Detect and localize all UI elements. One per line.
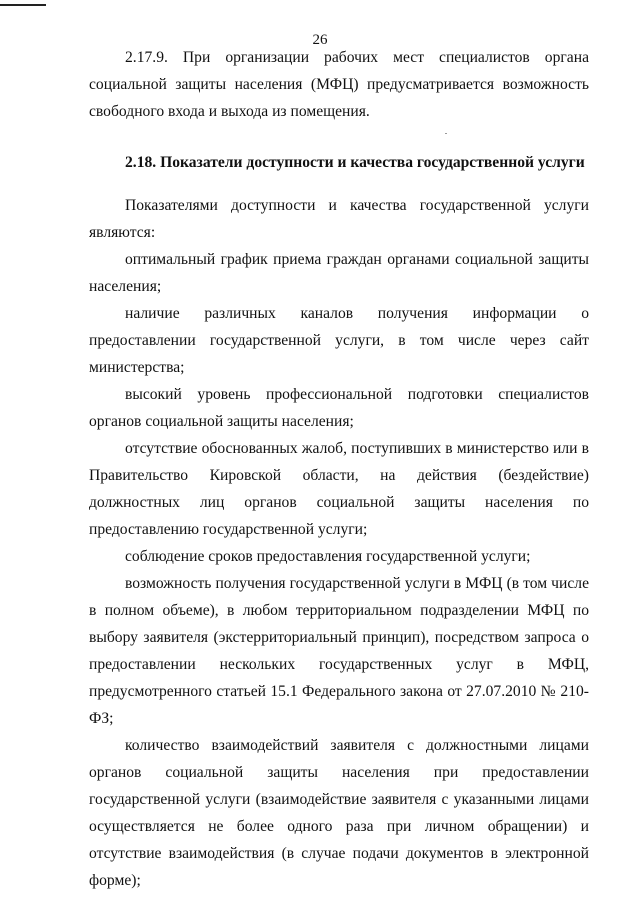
paragraph-no-complaints: отсутствие обоснованных жалоб, поступивших в министерство или в Правительство Кировской области, на действия (бездействие) должностных лиц органов социальной защиты населения по предоставлению государственной услуги;: [89, 440, 589, 538]
paragraph-deadlines: соблюдение сроков предоставления государственной услуги;: [125, 548, 531, 565]
paragraph-indicators-intro: Показателями доступности и качества государственной услуги являются:: [89, 197, 589, 241]
page-number: 26: [312, 32, 328, 48]
scan-edge-mark: [0, 4, 46, 6]
paragraph-interactions: количество взаимодействий заявителя с должностными лицами органов социальной защиты населения при предоставлении государственной услуги (взаимодействие заявителя с указанными лицами осуществляется не более одного раза при личном обращении) и отсутствие взаимодействия (в случае подачи документов в электронной форме);: [89, 737, 589, 889]
paragraph-info-channels: наличие различных каналов получения информации о предоставлении государственной услуги, в том числе через сайт министерства;: [89, 305, 589, 376]
document-body: [89, 44, 589, 894]
paragraph-mfc-availability: возможность получения государственной услуги в МФЦ (в том числе в полном объеме), в любом территориальном подразделении МФЦ по выбору заявителя (экстерриториальный принцип), посредством запроса о предоставлении нескольких государственных услуг в МФЦ, предусмотренного статьей 15.1 Федерального закона от 27.07.2010 № 210-ФЗ;: [89, 575, 589, 727]
paragraph-2-17-9: 2.17.9. При организации рабочих мест специалистов органа социальной защиты населения (МФЦ) предусматривается возможность свободного входа и выхода из помещения.: [89, 49, 589, 120]
paragraph-schedule: оптимальный график приема граждан органами социальной защиты населения;: [89, 251, 589, 295]
section-heading-2-18: 2.18. Показатели доступности и качества государственной услуги: [125, 154, 585, 171]
paragraph-staff-training: высокий уровень профессиональной подготовки специалистов органов социальной защиты населения;: [89, 386, 589, 430]
